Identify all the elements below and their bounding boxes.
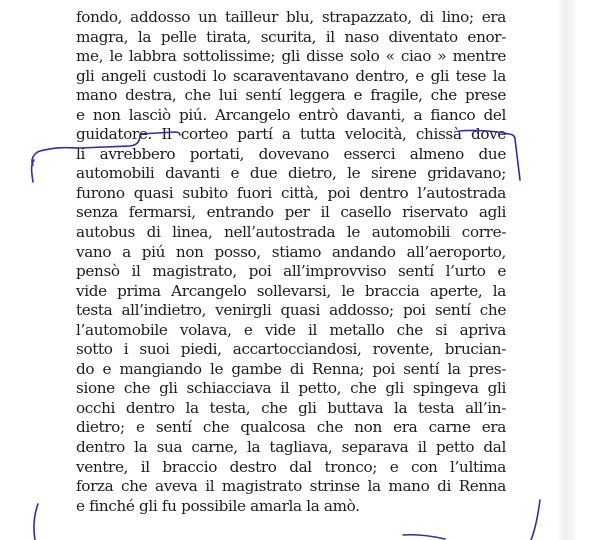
pen-bottom-stroke [403,535,445,539]
text-line: vide prima Arcangelo sollevarsi, le braccia aperte, la [76,281,506,300]
text-line: l’automobile volava, e vide il metallo che si apriva [76,320,506,339]
text-line: gli angeli custodi lo scaraventavano dentro, e gli tese la [76,66,506,85]
text-line: do e mangiando le gambe di Renna; poi sentí la pres- [76,359,506,378]
text-line: e non lasciò piú. Arcangelo entrò davanti, a fianco del [76,105,506,124]
pen-left-margin-mark [34,504,38,540]
text-line: vano a piú non posso, stiamo andando all’aeroporto, [76,242,506,261]
text-line: e finché gli fu possibile amarla la amò. [76,496,360,515]
text-line: occhi dentro la testa, che gli buttava la testa all’in- [76,398,506,417]
text-line: magra, la pelle tirata, scurita, il naso diventato enor- [76,27,506,46]
text-line: dietro; e sentí che qualcosa che non era carne era [76,418,506,437]
book-text-block [76,8,506,516]
text-line: guidatore. Il corteo partí a tutta velocità, chissà dove [76,125,506,144]
text-line: me, le labbra sottolissime; gli disse solo « ciao » mentre [76,47,506,66]
text-line: autobus di linea, nell’autostrada le automobili corre- [76,223,506,242]
text-line: senza fermarsi, entrando per il casello riservato agli [76,203,506,222]
text-line: pensò il magistrato, poi all’improvviso sentí l’urto e [76,262,506,281]
text-line: ventre, il braccio destro dal tronco; e con l’ultima [76,457,506,476]
text-line: sione che gli schiacciava il petto, che gli spingeva gli [76,379,506,398]
text-line: fondo, addosso un tailleur blu, strapazzato, di lino; era [76,8,506,26]
pen-right-margin-mark [531,500,540,540]
text-line: testa all’indietro, venirgli quasi addosso; poi sentí che [76,301,506,320]
page-edge-shadow [557,0,577,540]
text-line: automobili davanti e due dietro, le sirene gridavano; [76,164,506,183]
text-line: dentro la sua carne, la tagliava, separava il petto dal [76,438,506,457]
text-line: sotto i suoi piedi, accartocciandosi, rovente, brucian- [76,340,506,359]
text-line: mano destra, che lui sentí leggera e fragile, che prese [76,86,506,105]
text-line: li avrebbero portati, dovevano esserci almeno due [76,144,506,163]
text-line: forza che aveva il magistrato strinse la mano di Renna [76,477,506,496]
text-line: furono quasi subito fuori città, poi dentro l’autostrada [76,183,506,202]
pen-bracket-start-stem [32,160,34,182]
